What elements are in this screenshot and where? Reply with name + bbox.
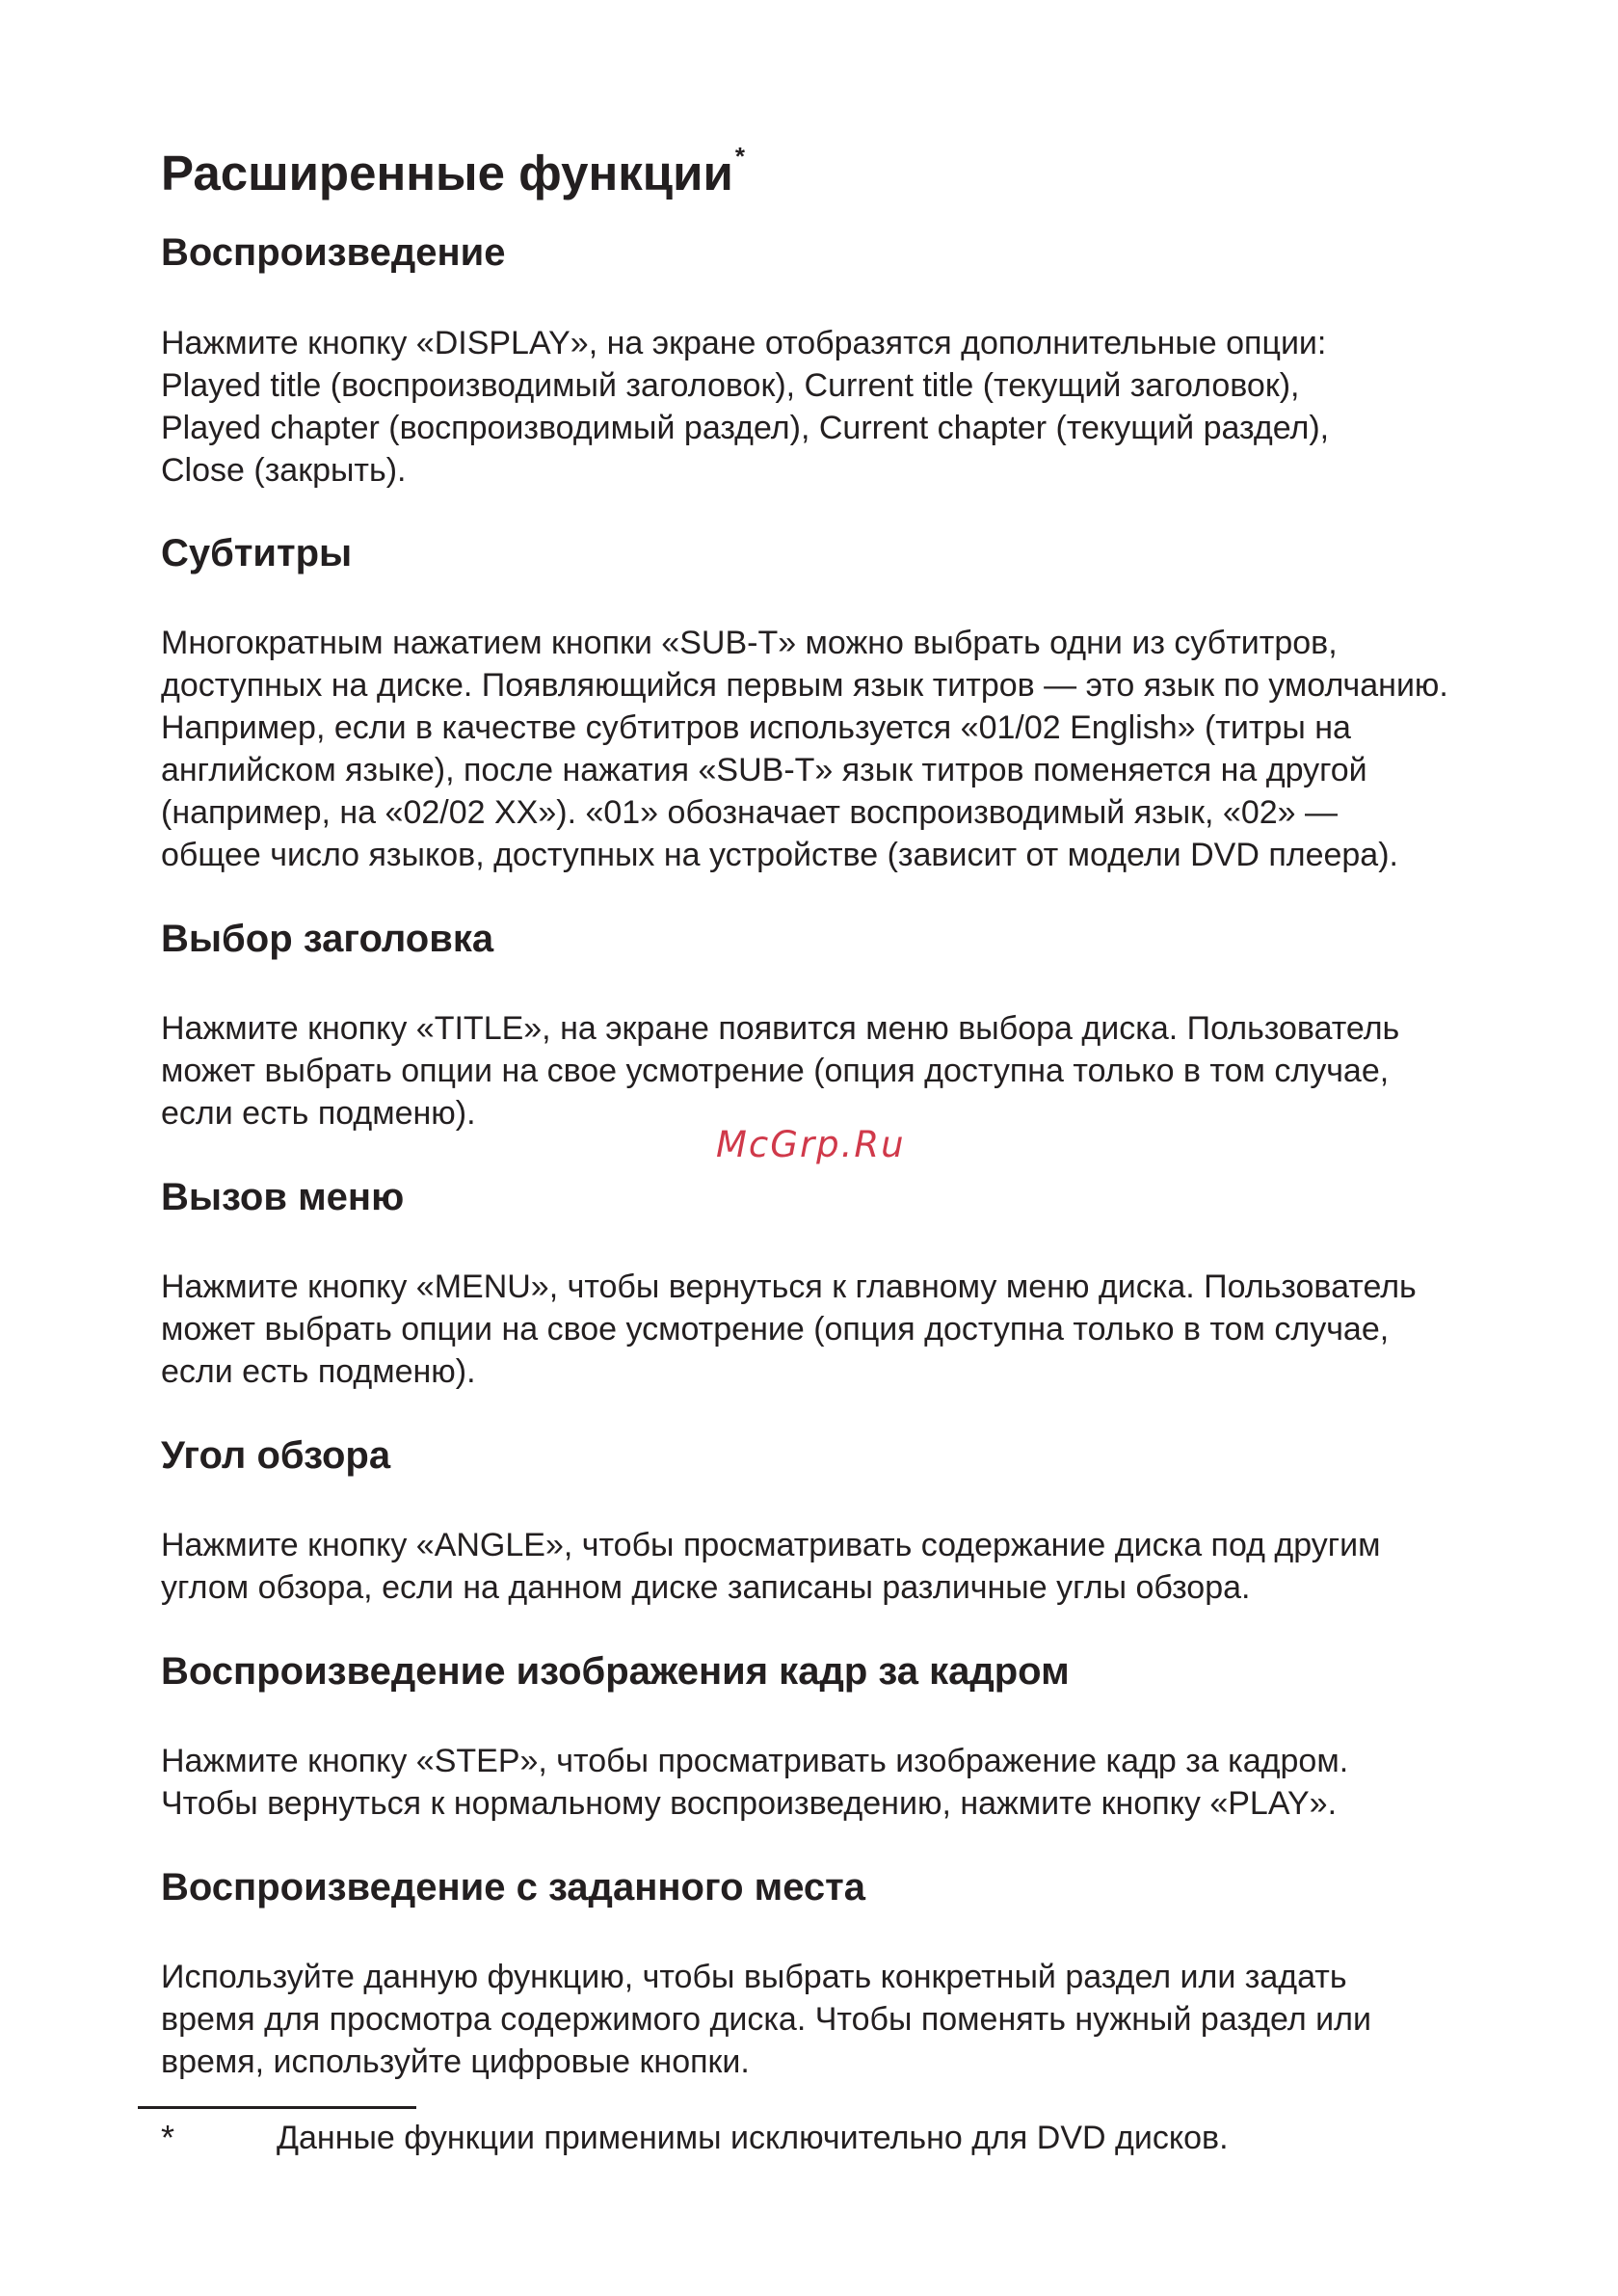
text-line: общее число языков, доступных на устройстве (зависит от модели DVD плеера). [161, 837, 1398, 873]
text-line: время, используйте цифровые кнопки. [161, 2043, 750, 2080]
section-heading-title-select: Выбор заголовка [161, 918, 494, 960]
text-line: Например, если в качестве субтитров используется «01/02 English» (титры на [161, 709, 1351, 746]
text-line: может выбрать опции на свое усмотрение (опция доступна только в том случае, [161, 1311, 1390, 1348]
section-text-title-select [161, 1007, 1500, 1135]
text-line: доступных на диске. Появляющийся первым язык титров — это язык по умолчанию. [161, 667, 1448, 704]
footnote-divider [138, 2106, 416, 2109]
text-line: Нажмите кнопку «ANGLE», чтобы просматривать содержание диска под другим [161, 1527, 1381, 1563]
section-heading-angle: Угол обзора [161, 1434, 391, 1477]
section-heading-search: Воспроизведение с заданного места [161, 1866, 866, 1909]
section-heading-frame-step: Воспроизведение изображения кадр за кадром [161, 1650, 1070, 1693]
watermark: McGrp.Ru [716, 1124, 906, 1165]
section-text-playback [161, 322, 1500, 492]
section-text-angle [161, 1524, 1500, 1609]
page-title [161, 135, 745, 202]
text-line: если есть подменю). [161, 1353, 476, 1390]
text-line: Played chapter (воспроизводимый раздел), Current chapter (текущий раздел), [161, 410, 1330, 446]
section-heading-subtitles: Субтитры [161, 532, 353, 574]
text-line: Close (закрыть). [161, 452, 407, 489]
footnote-mark: * [161, 2118, 175, 2157]
section-text-menu [161, 1266, 1500, 1393]
text-line: Многократным нажатием кнопки «SUB-T» можно выбрать одни из субтитров, [161, 625, 1338, 661]
section-text-subtitles [161, 622, 1500, 876]
text-line: Нажмите кнопку «TITLE», на экране появится меню выбора диска. Пользователь [161, 1010, 1400, 1047]
text-line: углом обзора, если на данном диске записаны различные углы обзора. [161, 1569, 1251, 1606]
page-title-text: Расширенные функции [161, 146, 733, 200]
text-line: время для просмотра содержимого диска. Чтобы поменять нужный раздел или [161, 2001, 1371, 2038]
text-line: Нажмите кнопку «DISPLAY», на экране отобразятся дополнительные опции: [161, 325, 1327, 361]
section-heading-menu: Вызов меню [161, 1176, 405, 1218]
section-text-frame-step [161, 1740, 1500, 1825]
text-line: может выбрать опции на свое усмотрение (опция доступна только в том случае, [161, 1053, 1390, 1089]
section-heading-playback: Воспроизведение [161, 231, 506, 274]
footnote-marker: * [734, 142, 745, 171]
section-text-search [161, 1956, 1500, 2083]
text-line: Played title (воспроизводимый заголовок), Current title (текущий заголовок), [161, 367, 1300, 404]
text-line: Используйте данную функцию, чтобы выбрать конкретный раздел или задать [161, 1959, 1347, 1995]
text-line: Нажмите кнопку «STEP», чтобы просматривать изображение кадр за кадром. [161, 1743, 1349, 1779]
text-line: если есть подменю). [161, 1095, 476, 1132]
text-line: английском языке), после нажатия «SUB-T» язык титров поменяется на другой [161, 752, 1367, 788]
text-line: Нажмите кнопку «MENU», чтобы вернуться к главному меню диска. Пользователь [161, 1268, 1417, 1305]
text-line: Чтобы вернуться к нормальному воспроизведению, нажмите кнопку «PLAY». [161, 1785, 1338, 1822]
footnote-text: Данные функции применимы исключительно для DVD дисков. [277, 2120, 1229, 2156]
text-line: (например, на «02/02 XX»). «01» обозначает воспроизводимый язык, «02» — [161, 794, 1339, 831]
